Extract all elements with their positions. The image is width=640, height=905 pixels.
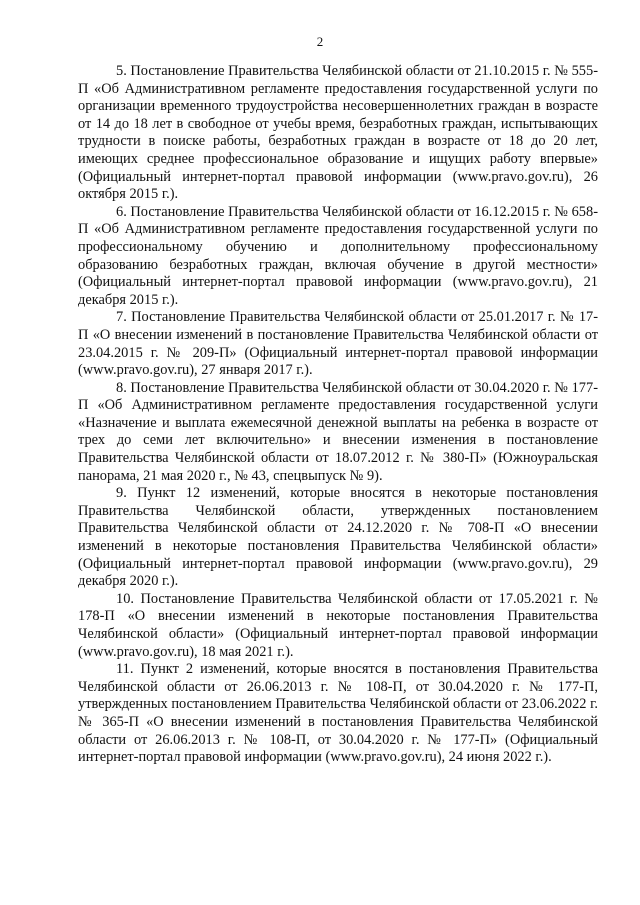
list-item: 8. Постановление Правительства Челябинской области от 30.04.2020 г. № 177-П «Об Административном регламенте предоставления государственной услуги «Назначение и выплата ежемесячной денежной выплаты на ребенка в возрасте от трех до семи лет включительно» и внесении изменения в постановление Правительства Челябинской области от 18.07.2012 г. № 380-П» (Южноуральская панорама, 21 мая 2020 г., № 43, спецвыпуск № 9). [78, 379, 598, 484]
list-item: 11. Пункт 2 изменений, которые вносятся в постановления Правительства Челябинской области от 26.06.2013 г. № 108-П, от 30.04.2020 г. № 177-П, утвержденных постановлением Правительства Челябинской области от 23.06.2022 г. № 365-П «О внесении изменений в постановления Правительства Челябинской области от 26.06.2013 г. № 108-П, от 30.04.2020 г. № 177-П» (Официальный интернет-портал правовой информации (www.pravo.gov.ru), 24 июня 2022 г.). [78, 661, 598, 766]
list-item: 7. Постановление Правительства Челябинской области от 25.01.2017 г. № 17-П «О внесении изменений в постановление Правительства Челябинской области от 23.04.2015 г. № 209-П» (Официальный интернет-портал правовой информации (www.pravo.gov.ru), 27 января 2017 г.). [78, 309, 598, 379]
list-item: 10. Постановление Правительства Челябинской области от 17.05.2021 г. № 178-П «О внесении изменений в некоторые постановления Правительства Челябинской области» (Официальный интернет-портал правовой информации (www.pravo.gov.ru), 18 мая 2021 г.). [78, 590, 598, 660]
list-item: 9. Пункт 12 изменений, которые вносятся в некоторые постановления Правительства Челябинской области, утвержденных постановлением Правительства Челябинской области от 24.12.2020 г. № 708-П «О внесении изменений в некоторые постановления Правительства Челябинской области» (Официальный интернет-портал правовой информации (www.pravo.gov.ru), 29 декабря 2020 г.). [78, 485, 598, 590]
page-number: 2 [316, 34, 324, 49]
list-item: 5. Постановление Правительства Челябинской области от 21.10.2015 г. № 555-П «Об Административном регламенте предоставления государственной услуги по организации временного трудоустройства несовершеннолетних граждан в возрасте от 14 до 18 лет в свободное от учебы время, безработных граждан, испытывающих трудности в поиске работы, безработных граждан в возрасте от 18 до 20 лет, имеющих среднее профессиональное образование и ищущих работу впервые» (Официальный интернет-портал правовой информации (www.pravo.gov.ru), 26 октября 2015 г.). [78, 63, 598, 203]
document-body [78, 63, 598, 767]
list-item: 6. Постановление Правительства Челябинской области от 16.12.2015 г. № 658-П «Об Административном регламенте предоставления государственной услуги по профессиональному обучению и дополнительному профессиональному образованию безработных граждан, включая обучение в другой местности» (Официальный интернет-портал правовой информации (www.pravo.gov.ru), 21 декабря 2015 г.). [78, 203, 598, 308]
